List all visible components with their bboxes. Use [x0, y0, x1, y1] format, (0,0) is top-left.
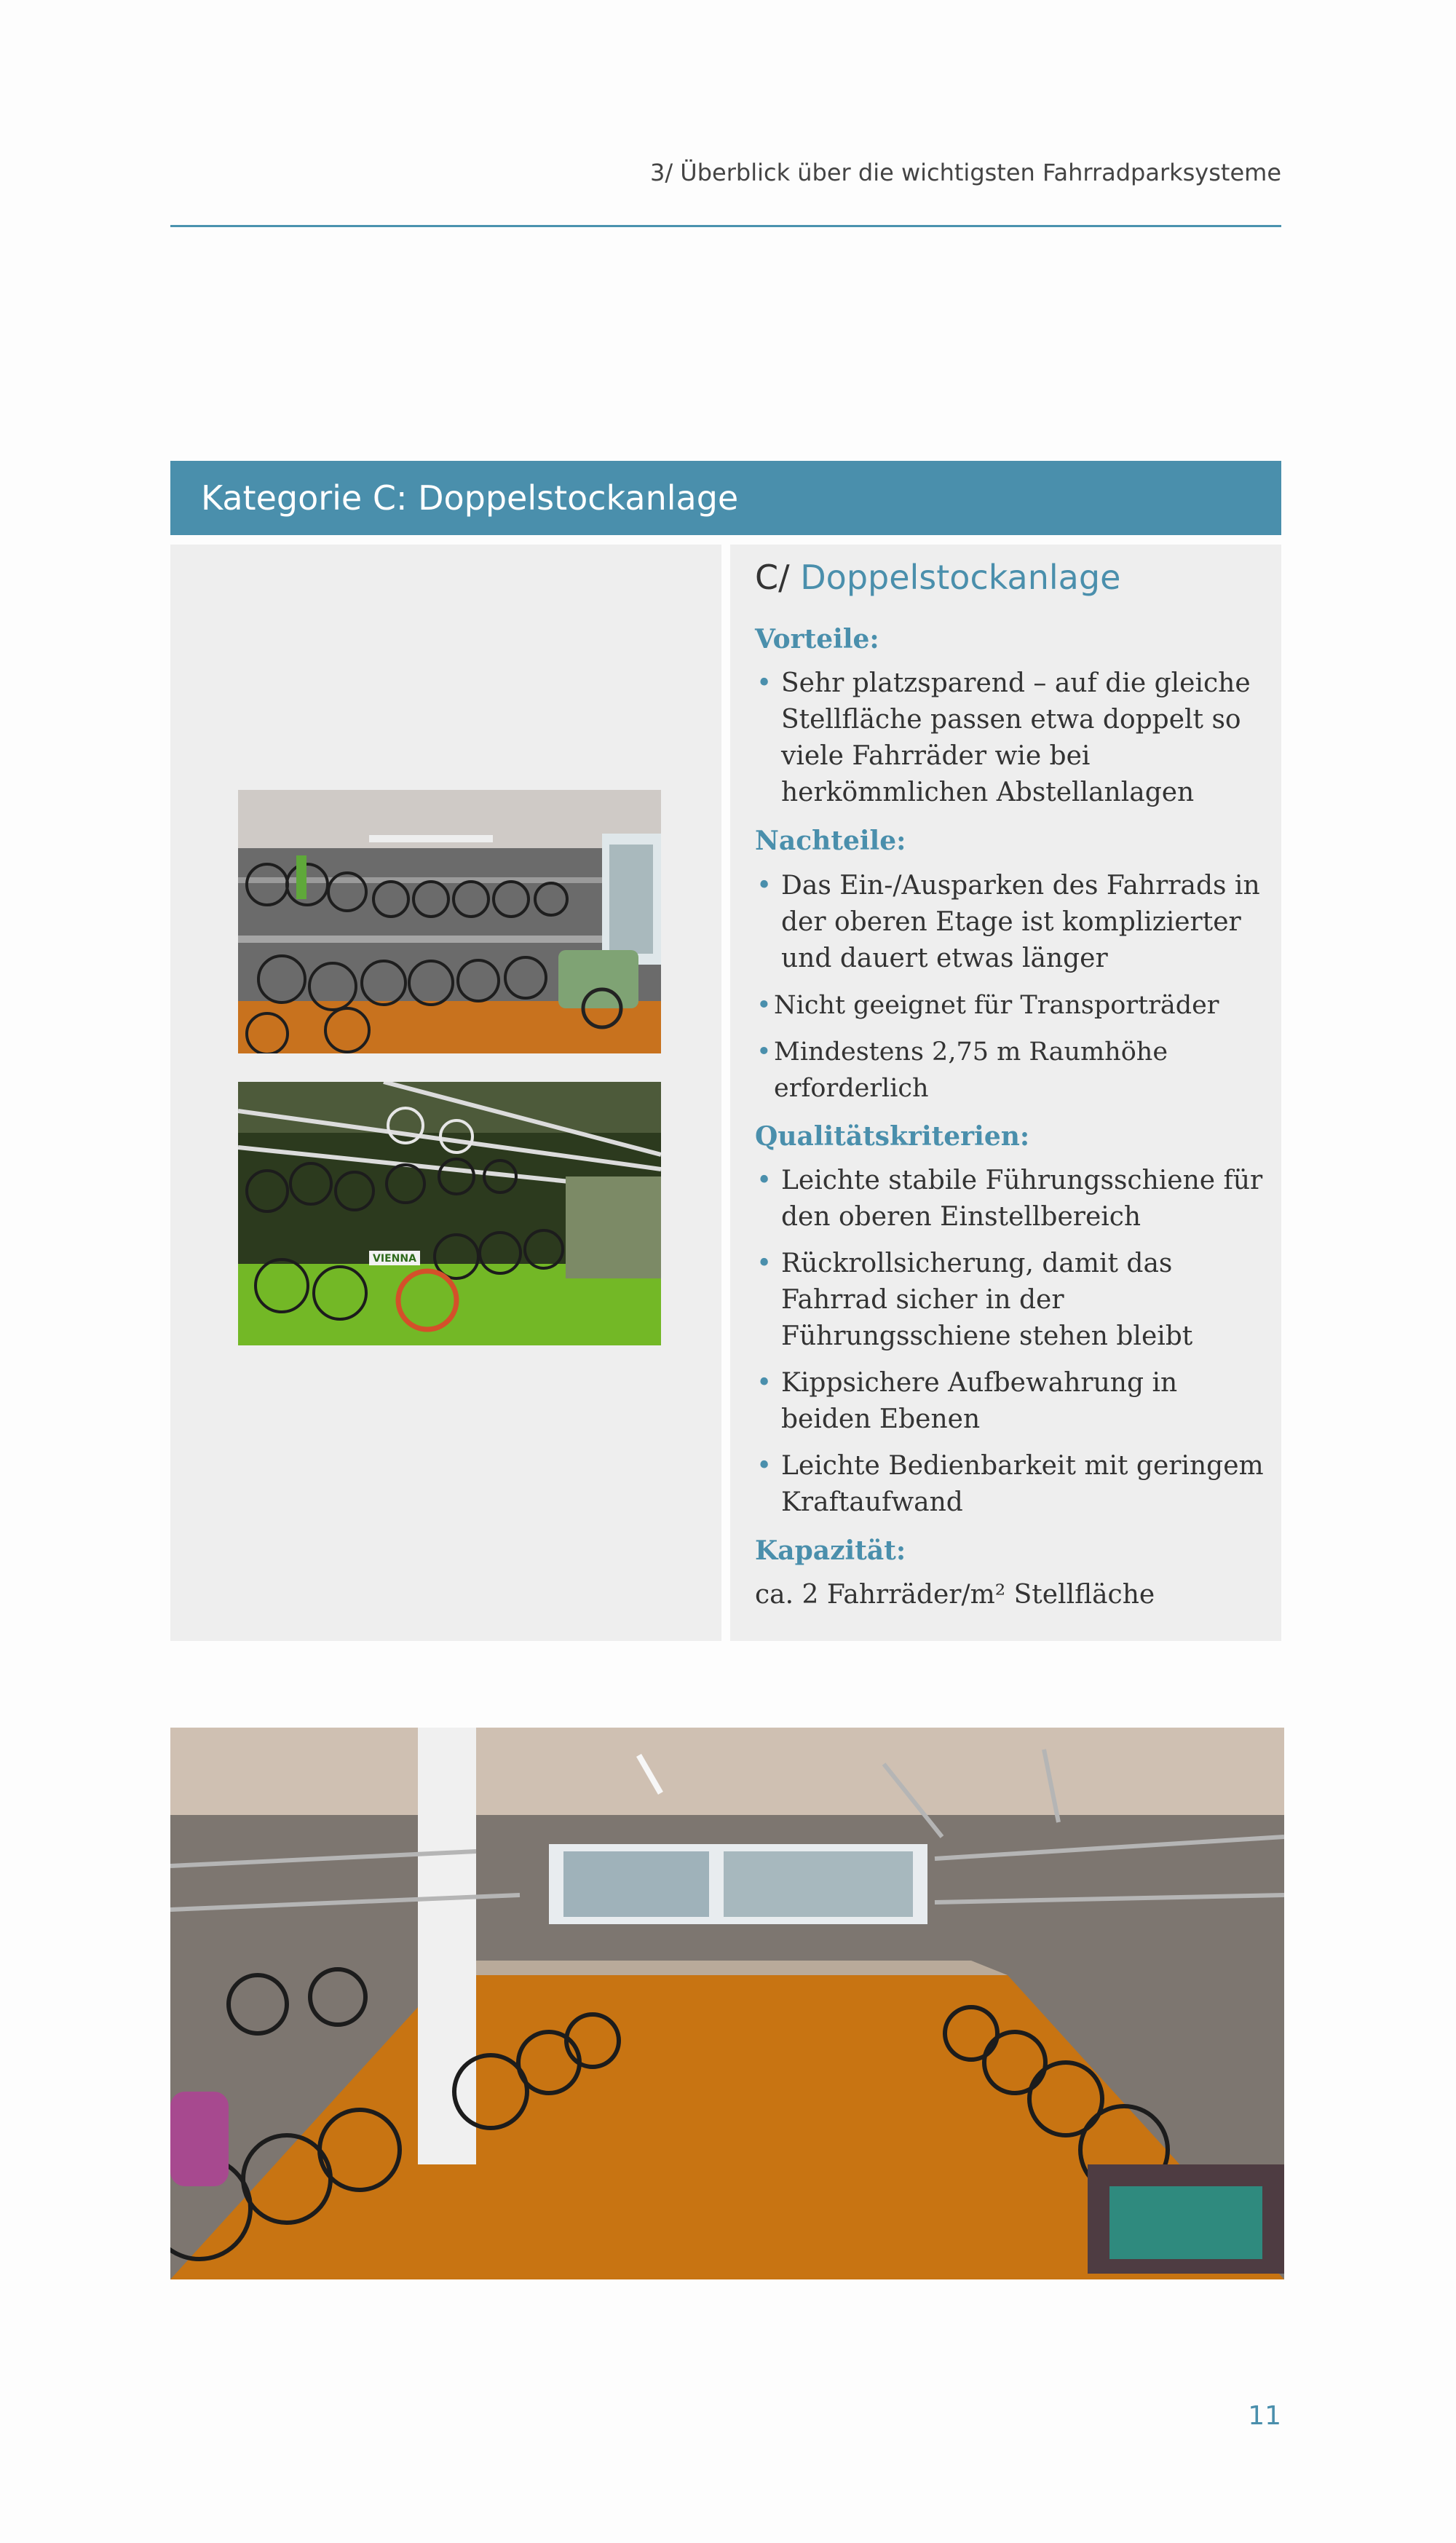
- list-item: • Leichte Bedienbarkeit mit geringem Kraftaufwand: [755, 1448, 1265, 1521]
- card-title-prefix: C/: [755, 558, 790, 597]
- card-title-text: Doppelstockanlage: [800, 558, 1121, 597]
- kapazitaet-heading: Kapazität:: [755, 1535, 906, 1566]
- category-banner: [170, 461, 1281, 535]
- category-banner-title: Kategorie C: Doppelstockanlage: [201, 478, 739, 518]
- qualitaet-heading: Qualitätskriterien:: [755, 1120, 1030, 1152]
- vorteile-list: [755, 665, 1265, 811]
- list-item: • Mindestens 2,75 m Raumhöhe erforderlich: [755, 1034, 1265, 1107]
- list-item: • Leichte stabile Führungsschiene für den oberen Einstellbereich: [755, 1163, 1265, 1235]
- bike-room-photo-orange-floor: [238, 790, 661, 1053]
- list-item: • Kippsichere Aufbewahrung in beiden Ebenen: [755, 1365, 1265, 1438]
- vorteile-heading: Vorteile:: [755, 624, 879, 655]
- header-divider: [170, 225, 1281, 227]
- bike-garage-photo-green-floor: [238, 1082, 661, 1345]
- list-item: • Nicht geeignet für Transporträder: [755, 987, 1265, 1024]
- list-item: • Rückrollsicherung, damit das Fahrrad sicher in der Führungsschiene stehen bleibt: [755, 1246, 1265, 1355]
- info-panel: [730, 545, 1281, 1641]
- nachteile-heading: Nachteile:: [755, 826, 906, 857]
- page-number: 11: [1248, 2401, 1281, 2431]
- running-header: 3/ Überblick über die wichtigsten Fahrradparksysteme: [649, 159, 1281, 186]
- nachteile-list: [755, 868, 1265, 1107]
- kapazitaet-text: ca. 2 Fahrräder/m² Stellfläche: [755, 1579, 1155, 1610]
- vienna-sign-text: VIENNA: [373, 1253, 416, 1265]
- bike-parking-hall-photo: [170, 1728, 1284, 2279]
- photo-panel: [170, 545, 721, 1641]
- list-item: • Sehr platzsparend – auf die gleiche Stellfläche passen etwa doppelt so viele Fahrräder wie bei herkömmlichen Abstellanlagen: [755, 665, 1265, 811]
- list-item: • Das Ein-/Ausparken des Fahrrads in der oberen Etage ist komplizierter und dauert etwas länger: [755, 868, 1265, 977]
- card-title: [755, 558, 1265, 598]
- qualitaet-list: [755, 1163, 1265, 1521]
